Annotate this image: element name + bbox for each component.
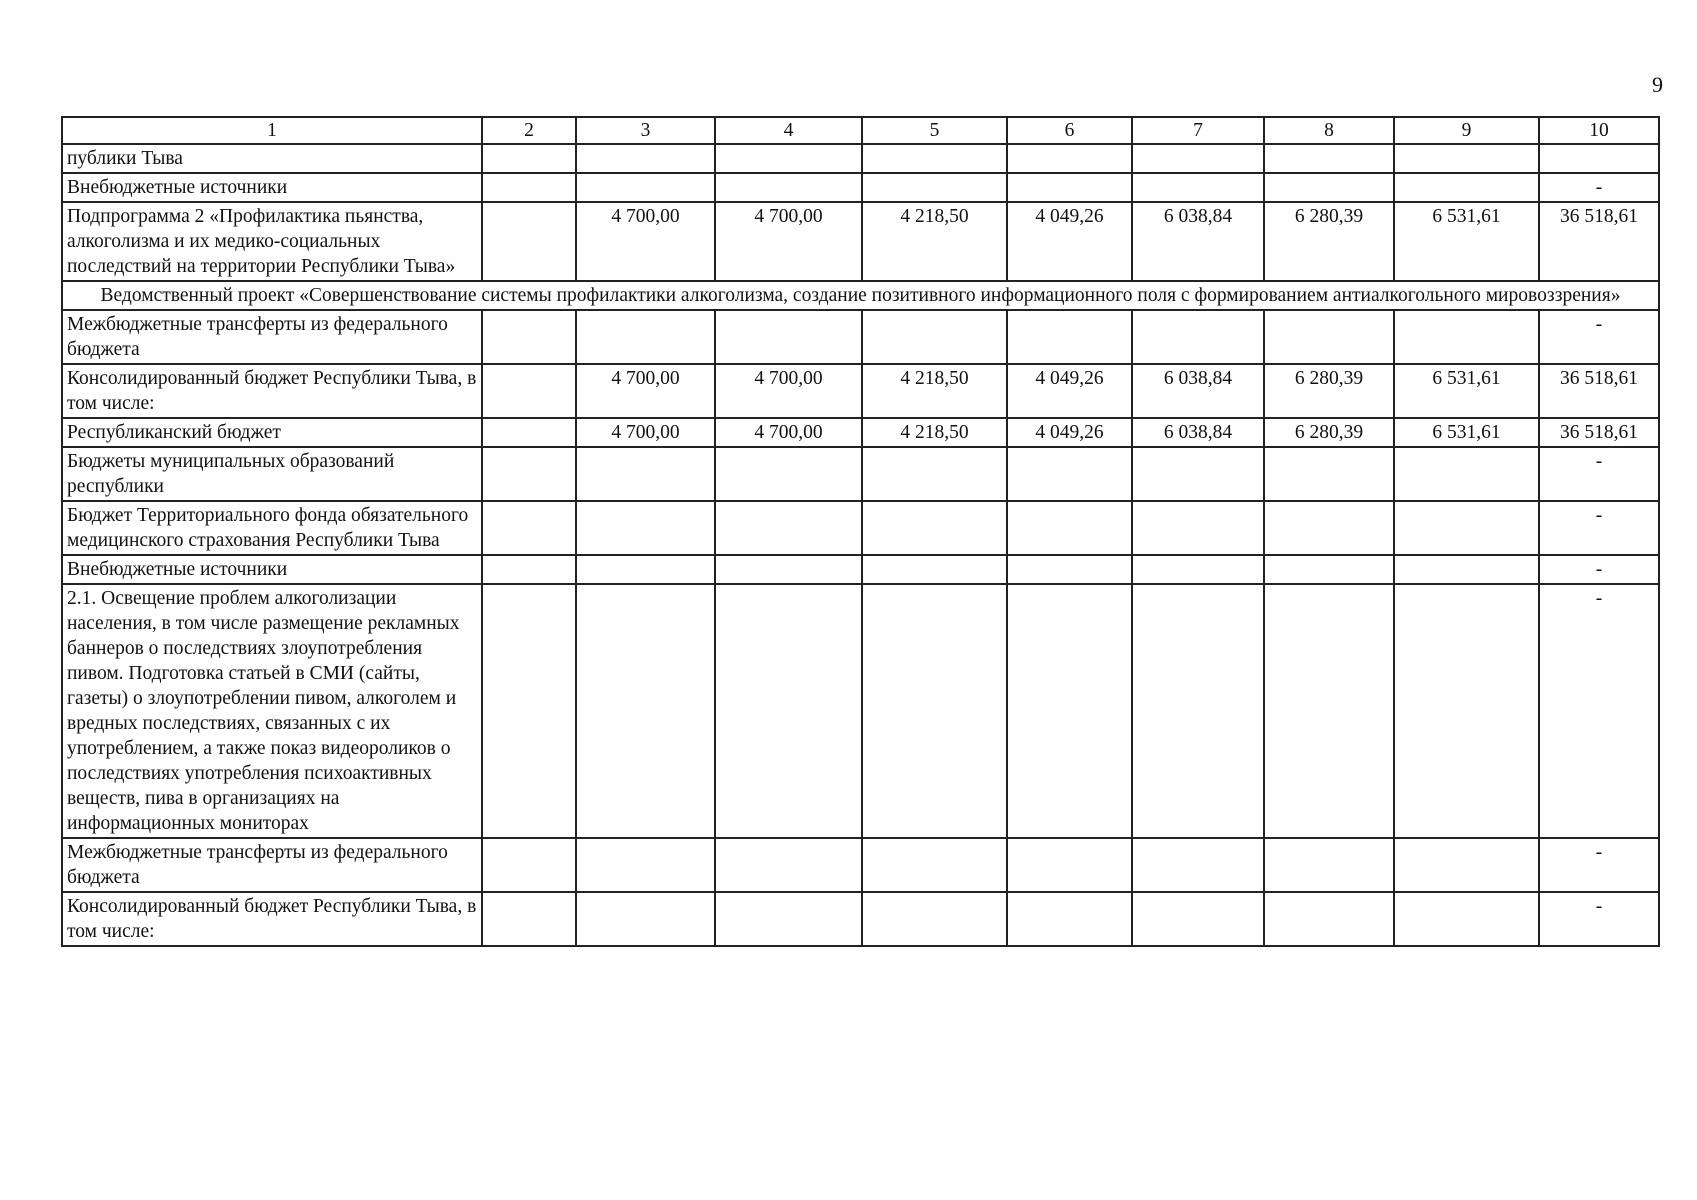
value-cell — [862, 501, 1007, 555]
value-cell — [482, 364, 576, 418]
value-cell — [1007, 501, 1132, 555]
value-cell — [1007, 173, 1132, 202]
column-header: 7 — [1132, 117, 1264, 144]
value-cell — [1264, 310, 1394, 364]
row-label: Бюджет Территориального фонда обязательного медицинского страхования Республики Тыва — [62, 501, 482, 555]
value-cell — [1007, 310, 1132, 364]
value-cell: - — [1539, 584, 1659, 838]
value-cell — [1007, 555, 1132, 584]
value-cell: 6 280,39 — [1264, 202, 1394, 281]
value-cell — [862, 447, 1007, 501]
value-cell — [862, 892, 1007, 946]
value-cell — [482, 173, 576, 202]
value-cell: 6 038,84 — [1132, 364, 1264, 418]
table-row — [62, 838, 1659, 892]
section-row — [62, 281, 1659, 310]
table-row — [62, 310, 1659, 364]
column-header: 8 — [1264, 117, 1394, 144]
value-cell: 4 218,50 — [862, 364, 1007, 418]
table-row — [62, 555, 1659, 584]
row-label: Консолидированный бюджет Республики Тыва, в том числе: — [62, 364, 482, 418]
value-cell — [576, 555, 715, 584]
value-cell — [1132, 501, 1264, 555]
value-cell — [715, 555, 862, 584]
value-cell: 6 038,84 — [1132, 418, 1264, 447]
value-cell: 6 280,39 — [1264, 364, 1394, 418]
value-cell: 4 218,50 — [862, 202, 1007, 281]
page-number: 9 — [1652, 72, 1663, 97]
value-cell — [1394, 838, 1539, 892]
value-cell: - — [1539, 310, 1659, 364]
row-label: 2.1. Освещение проблем алкоголизации населения, в том числе размещение рекламных баннеров о последствиях злоупотребления пивом. Подготовка статьей в СМИ (сайты, газеты) о злоупотреблении пивом, алкоголем и вредных последствиях, связанных с их употреблением, а также показ видеороликов о последствиях употребления психоактивных веществ, пива в организациях на информационных мониторах — [62, 584, 482, 838]
value-cell — [1132, 584, 1264, 838]
value-cell: 4 049,26 — [1007, 202, 1132, 281]
table-row — [62, 173, 1659, 202]
value-cell — [862, 838, 1007, 892]
table-row — [62, 584, 1659, 838]
value-cell — [715, 144, 862, 173]
value-cell — [715, 584, 862, 838]
value-cell — [862, 584, 1007, 838]
value-cell — [715, 447, 862, 501]
value-cell — [1132, 555, 1264, 584]
value-cell — [576, 173, 715, 202]
value-cell — [715, 173, 862, 202]
value-cell — [576, 144, 715, 173]
value-cell — [576, 584, 715, 838]
value-cell — [482, 310, 576, 364]
value-cell: 36 518,61 — [1539, 202, 1659, 281]
value-cell — [1394, 555, 1539, 584]
row-label: Республиканский бюджет — [62, 418, 482, 447]
value-cell: - — [1539, 555, 1659, 584]
value-cell: 36 518,61 — [1539, 418, 1659, 447]
row-label: Внебюджетные источники — [62, 555, 482, 584]
value-cell — [1264, 501, 1394, 555]
value-cell: 6 531,61 — [1394, 364, 1539, 418]
row-label: Межбюджетные трансферты из федерального бюджета — [62, 838, 482, 892]
value-cell — [1264, 555, 1394, 584]
value-cell: - — [1539, 501, 1659, 555]
value-cell — [1264, 144, 1394, 173]
row-label: Бюджеты муниципальных образований республики — [62, 447, 482, 501]
value-cell — [482, 447, 576, 501]
value-cell — [576, 447, 715, 501]
value-cell — [715, 892, 862, 946]
table-row — [62, 892, 1659, 946]
value-cell: 4 218,50 — [862, 418, 1007, 447]
value-cell — [862, 173, 1007, 202]
value-cell: 4 700,00 — [715, 418, 862, 447]
value-cell — [1264, 838, 1394, 892]
table-row — [62, 364, 1659, 418]
value-cell — [576, 892, 715, 946]
column-header: 9 — [1394, 117, 1539, 144]
column-header: 4 — [715, 117, 862, 144]
value-cell — [862, 555, 1007, 584]
value-cell — [1007, 584, 1132, 838]
value-cell: - — [1539, 892, 1659, 946]
value-cell — [1264, 173, 1394, 202]
value-cell: 4 700,00 — [715, 364, 862, 418]
row-label: Подпрограмма 2 «Профилактика пьянства, алкоголизма и их медико-социальных последствий на территории Республики Тыва» — [62, 202, 482, 281]
value-cell — [1264, 447, 1394, 501]
value-cell — [576, 838, 715, 892]
value-cell — [482, 892, 576, 946]
value-cell: 6 280,39 — [1264, 418, 1394, 447]
value-cell — [1007, 838, 1132, 892]
value-cell: 4 700,00 — [576, 202, 715, 281]
value-cell — [576, 310, 715, 364]
value-cell — [1132, 447, 1264, 501]
column-header: 2 — [482, 117, 576, 144]
value-cell — [1394, 173, 1539, 202]
value-cell: 36 518,61 — [1539, 364, 1659, 418]
column-header: 1 — [62, 117, 482, 144]
value-cell — [1394, 501, 1539, 555]
row-label: публики Тыва — [62, 144, 482, 173]
value-cell — [1132, 838, 1264, 892]
value-cell: 4 700,00 — [576, 418, 715, 447]
value-cell — [862, 144, 1007, 173]
value-cell — [1007, 892, 1132, 946]
value-cell: - — [1539, 838, 1659, 892]
value-cell — [1394, 144, 1539, 173]
value-cell — [482, 418, 576, 447]
value-cell: 4 049,26 — [1007, 418, 1132, 447]
value-cell — [1132, 892, 1264, 946]
value-cell — [482, 838, 576, 892]
value-cell — [482, 584, 576, 838]
value-cell — [1007, 447, 1132, 501]
value-cell: 4 700,00 — [715, 202, 862, 281]
row-label: Межбюджетные трансферты из федерального бюджета — [62, 310, 482, 364]
value-cell: 4 700,00 — [576, 364, 715, 418]
value-cell — [862, 310, 1007, 364]
column-header: 3 — [576, 117, 715, 144]
value-cell: 6 531,61 — [1394, 418, 1539, 447]
table-header-row — [62, 117, 1659, 144]
value-cell — [482, 555, 576, 584]
section-title: Ведомственный проект «Совершенствование системы профилактики алкоголизма, создание позитивного информационного поля с формированием антиалкогольного мировоззрения» — [62, 281, 1659, 310]
value-cell — [1394, 584, 1539, 838]
budget-table — [61, 116, 1660, 947]
value-cell — [1264, 584, 1394, 838]
table-body — [62, 117, 1659, 946]
value-cell: - — [1539, 173, 1659, 202]
value-cell — [576, 501, 715, 555]
table-row — [62, 447, 1659, 501]
table-row — [62, 501, 1659, 555]
value-cell: 6 038,84 — [1132, 202, 1264, 281]
value-cell — [482, 144, 576, 173]
value-cell — [1007, 144, 1132, 173]
row-label: Внебюджетные источники — [62, 173, 482, 202]
value-cell — [715, 310, 862, 364]
table-row — [62, 202, 1659, 281]
value-cell — [715, 501, 862, 555]
value-cell — [1132, 173, 1264, 202]
value-cell — [1394, 447, 1539, 501]
column-header: 10 — [1539, 117, 1659, 144]
table-row — [62, 418, 1659, 447]
value-cell — [482, 501, 576, 555]
column-header: 5 — [862, 117, 1007, 144]
value-cell — [715, 838, 862, 892]
value-cell — [1264, 892, 1394, 946]
value-cell — [1394, 310, 1539, 364]
value-cell: 6 531,61 — [1394, 202, 1539, 281]
value-cell: - — [1539, 447, 1659, 501]
value-cell — [482, 202, 576, 281]
value-cell — [1539, 144, 1659, 173]
value-cell — [1132, 144, 1264, 173]
value-cell — [1394, 892, 1539, 946]
value-cell: 4 049,26 — [1007, 364, 1132, 418]
table-row — [62, 144, 1659, 173]
value-cell — [1132, 310, 1264, 364]
column-header: 6 — [1007, 117, 1132, 144]
row-label: Консолидированный бюджет Республики Тыва, в том числе: — [62, 892, 482, 946]
